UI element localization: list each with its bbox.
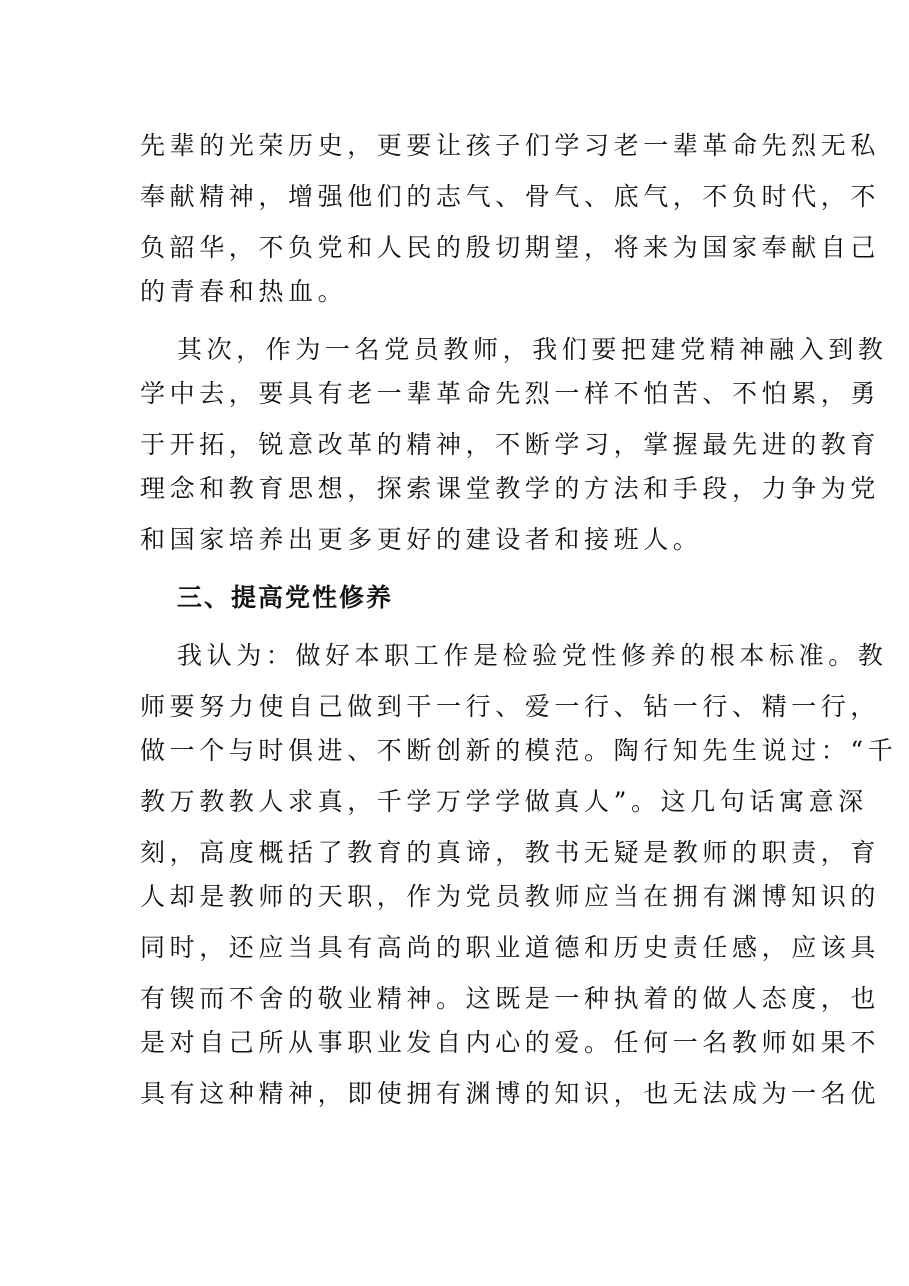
paragraph-1-line-2: 奉献精神，增强他们的志气、骨气、底气，不负时代，不 — [140, 182, 881, 211]
paragraph-2-line-1: 其次，作为一名党员教师，我们要把建党精神融入到教 — [177, 335, 888, 364]
paragraph-2-line-3: 于开拓，锐意改革的精神，不断学习，掌握最先进的教育 — [140, 430, 881, 459]
paragraph-3-line-8: 有锲而不舍的敬业精神。这既是一种执着的做人态度，也 — [140, 984, 881, 1013]
paragraph-1-line-4: 的青春和热血。 — [140, 277, 348, 306]
paragraph-3-line-9: 是对自己所从事职业发自内心的爱。任何一名教师如果不 — [140, 1028, 881, 1057]
paragraph-3-line-4: 教万教教人求真，千学万学学做真人”。这几句话寓意深 — [140, 787, 868, 816]
paragraph-2-line-4: 理念和教育思想，探索课堂教学的方法和手段，力争为党 — [140, 474, 881, 503]
paragraph-1-line-1: 先辈的光荣历史，更要让孩子们学习老一辈革命先烈无私 — [140, 131, 881, 160]
paragraph-3-line-5: 刻，高度概括了教育的真谛，教书无疑是教师的职责，育 — [140, 838, 881, 867]
paragraph-3-line-3: 做一个与时俱进、不断创新的模范。陶行知先生说过：“千 — [140, 736, 898, 765]
paragraph-3-line-2: 师要努力使自己做到干一行、爱一行、钻一行、精一行， — [140, 692, 881, 721]
paragraph-3-line-7: 同时，还应当具有高尚的职业道德和历史责任感，应该具 — [140, 933, 881, 962]
paragraph-3-line-1: 我认为：做好本职工作是检验党性修养的根本标准。教 — [177, 641, 888, 670]
paragraph-3-line-10: 具有这种精神，即使拥有渊博的知识，也无法成为一名优 — [140, 1079, 881, 1108]
section-heading: 三、提高党性修养 — [177, 583, 394, 612]
paragraph-2-line-2: 学中去，要具有老一辈革命先烈一样不怕苦、不怕累，勇 — [140, 379, 881, 408]
paragraph-3-line-6: 人却是教师的天职，作为党员教师应当在拥有渊博知识的 — [140, 882, 881, 911]
paragraph-1-line-3: 负韶华，不负党和人民的殷切期望，将来为国家奉献自己 — [140, 233, 881, 262]
paragraph-2-line-5: 和国家培养出更多更好的建设者和接班人。 — [140, 525, 703, 554]
